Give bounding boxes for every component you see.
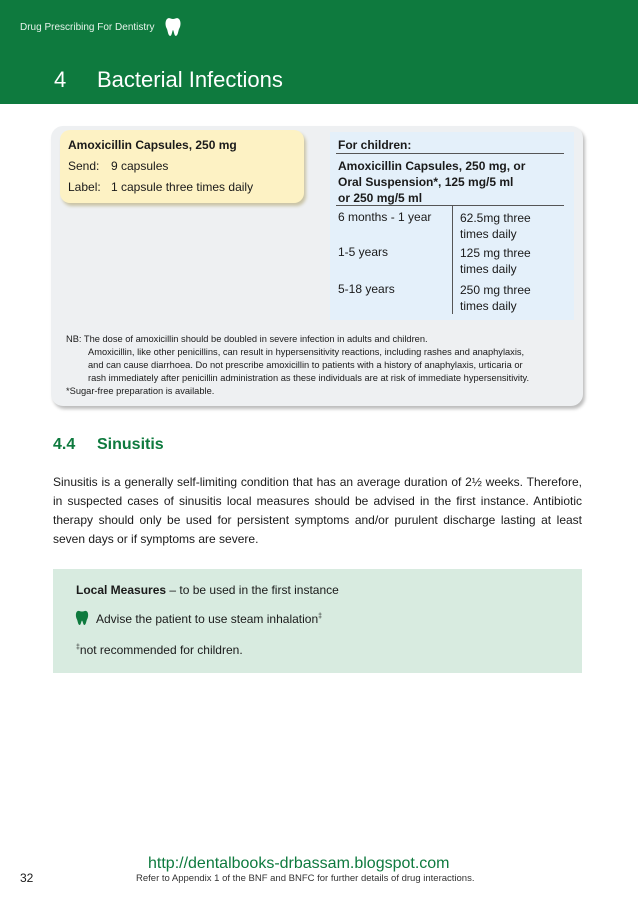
column-divider <box>452 206 453 314</box>
chapter-title: Bacterial Infections <box>97 67 283 92</box>
chapter-header-band <box>0 0 638 104</box>
prescribing-notes: NB: The dose of amoxicillin should be doubled in severe infection in adults and children. Amoxicillin, like other penicillins, can result in hypersensitivity reactions, including rashes and anaphylaxis, and can cause diarrhoea. Do not prescribe amoxicillin to patients with a history of anaphylaxis, urticaria or rash immediately after penicillin administration as these individuals are at risk of immediate hypersensitivity. *Sugar-free preparation is available. <box>66 334 530 396</box>
prescription-send-row <box>68 159 168 173</box>
label-key: Label: <box>68 180 101 194</box>
section-body: Sinusitis is a generally self-limiting condition that has an average duration of 2½ weeks. Therefore, in suspected cases of sinusitis local measures should be advised in the first instance. Antibiotic therapy should only be used for persistent symptoms and/or purulent discharge lasting at least seven days or if symptoms are severe. <box>53 475 582 546</box>
send-value: 9 capsules <box>111 159 169 173</box>
children-drug-name: Amoxicillin Capsules, 250 mg, or Oral Suspension*, 125 mg/5 ml or 250 mg/5 ml <box>338 159 526 205</box>
children-heading: For children: <box>338 138 412 152</box>
footer-note: Refer to Appendix 1 of the BNF and BNFC for further details of drug interactions. <box>136 873 475 884</box>
divider <box>336 153 564 154</box>
send-key: Send: <box>68 159 100 173</box>
running-head: Drug Prescribing For Dentistry <box>20 22 155 33</box>
watermark-url[interactable]: http://dentalbooks-drbassam.blogspot.com <box>148 855 450 872</box>
section-heading <box>53 436 164 454</box>
dose-cell: 125 mg three times daily <box>460 246 531 276</box>
chapter-number: 4 <box>54 67 67 92</box>
page-number: 32 <box>20 871 34 885</box>
age-cell: 6 months - 1 year <box>338 210 432 224</box>
age-cell: 5-18 years <box>338 282 395 296</box>
local-measure-item: Advise the patient to use steam inhalation‡ <box>96 612 323 626</box>
dose-cell: 250 mg three times daily <box>460 283 531 313</box>
age-cell: 1-5 years <box>338 245 389 259</box>
tooth-bullet-icon <box>75 610 89 626</box>
prescription-label-row <box>68 180 253 194</box>
section-number: 4.4 <box>53 436 76 453</box>
tooth-icon <box>164 17 182 37</box>
section-title: Sinusitis <box>97 436 164 453</box>
label-value: 1 capsule three times daily <box>111 180 254 194</box>
local-measures-heading: Local Measures – to be used in the first instance <box>76 583 339 597</box>
divider <box>336 205 564 206</box>
prescription-title: Amoxicillin Capsules, 250 mg <box>68 138 237 152</box>
dose-cell: 62.5mg three times daily <box>460 211 531 241</box>
local-measure-footnote: ‡not recommended for children. <box>76 643 243 657</box>
